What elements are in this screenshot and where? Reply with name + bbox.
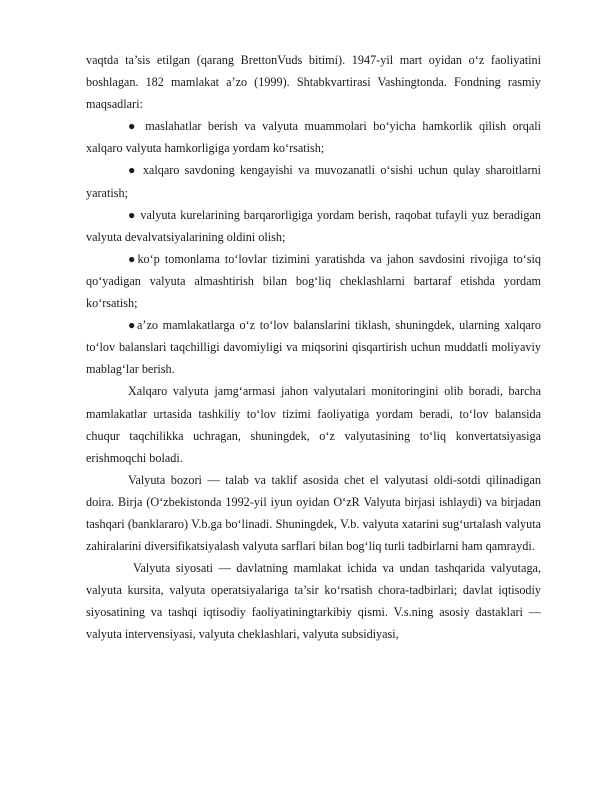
- paragraph-imf-monitoring: Xalqaro valyuta jamg‘armasi jahon valyutalari monitoringini olib boradi, barcha mamlakatlar urtasida tashkiliy to‘lov tizimi faoliyatiga yordam beradi, to‘lov balansida chuqur taqchilikka uchragan, shuningdek, o‘z valyutasining to‘liq konvertatsiyasiga erishmoqchi boladi.: [86, 384, 541, 465]
- bullet-payment-system: ●ko‘p tomonlama to‘lovlar tizimini yaratishda va jahon savdosini rivojiga to‘siq qo‘yadigan valyuta almashtirish bilan bog‘liq cheklashlarni bartaraf etishda yordam ko‘rsatish;: [86, 251, 541, 311]
- bullet-cooperation: ● maslahatlar berish va valyuta muammolari bo‘yicha hamkorlik qilish orqali xalqaro valyuta hamkorligiga yordam ko‘rsatish;: [86, 119, 541, 156]
- bullet-financial-resources: ●a’zo mamlakatlarga o‘z to‘lov balanslarini tiklash, shuningdek, ularning xalqaro to‘lov balanslari taqchilligi davomiyligi va miqsorini qisqartirish uchun muddatli moliyaviy mablag‘lar berish.: [86, 318, 541, 377]
- paragraph-currency-market: Valyuta bozori — talab va taklif asosida chet el valyutasi oldi-sotdi qilinadigan doira. Birja (O‘zbekistonda 1992-yil iyun oyidan O‘zR Valyuta birjasi ishlaydi) va birjadan tashqari (banklararo) V.b.ga bo‘linadi. Shuningdek, V.b. valyuta xatarini sug‘urtalash valyuta zahiralarini diversifikatsiyalash valyuta sarflari bilan bog‘liq turli tadbirlarni ham qamraydi.: [86, 472, 541, 554]
- bullet-exchange-stability: ● valyuta kurelarining barqarorligiga yordam berish, raqobat tufayli yuz beradigan valyuta devalvatsiyalarining oldini olish;: [86, 207, 541, 244]
- document-page: [86, 49, 541, 646]
- paragraph-currency-policy: Valyuta siyosati — davlatning mamlakat ichida va undan tashqarida valyutaga, valyuta kursita, valyuta operatsiyalariga ta’sir ko‘rsatish chora-tadbirlari; davlat iqtisodiy siyosatining va tashqi iqtisodiy faoliyatiningtarkibiy qismi. V.s.ning asosiy dastaklari — valyuta intervensiyasi, valyuta cheklashlari, valyuta subsidiyasi,: [86, 561, 541, 642]
- paragraph-imf-intro: vaqtda ta’sis etilgan (qarang BrettonVuds bitimi). 1947-yil mart oyidan o‘z faoliyatini boshlagan. 182 mamlakat a’zo (1999). Shtabkvartirasi Vashingtonda. Fondning rasmiy maqsadlari:: [86, 53, 541, 112]
- bullet-trade-growth: ● xalqaro savdoning kengayishi va muvozanatli o‘sishi uchun qulay sharoitlarni yaratish;: [86, 163, 541, 200]
